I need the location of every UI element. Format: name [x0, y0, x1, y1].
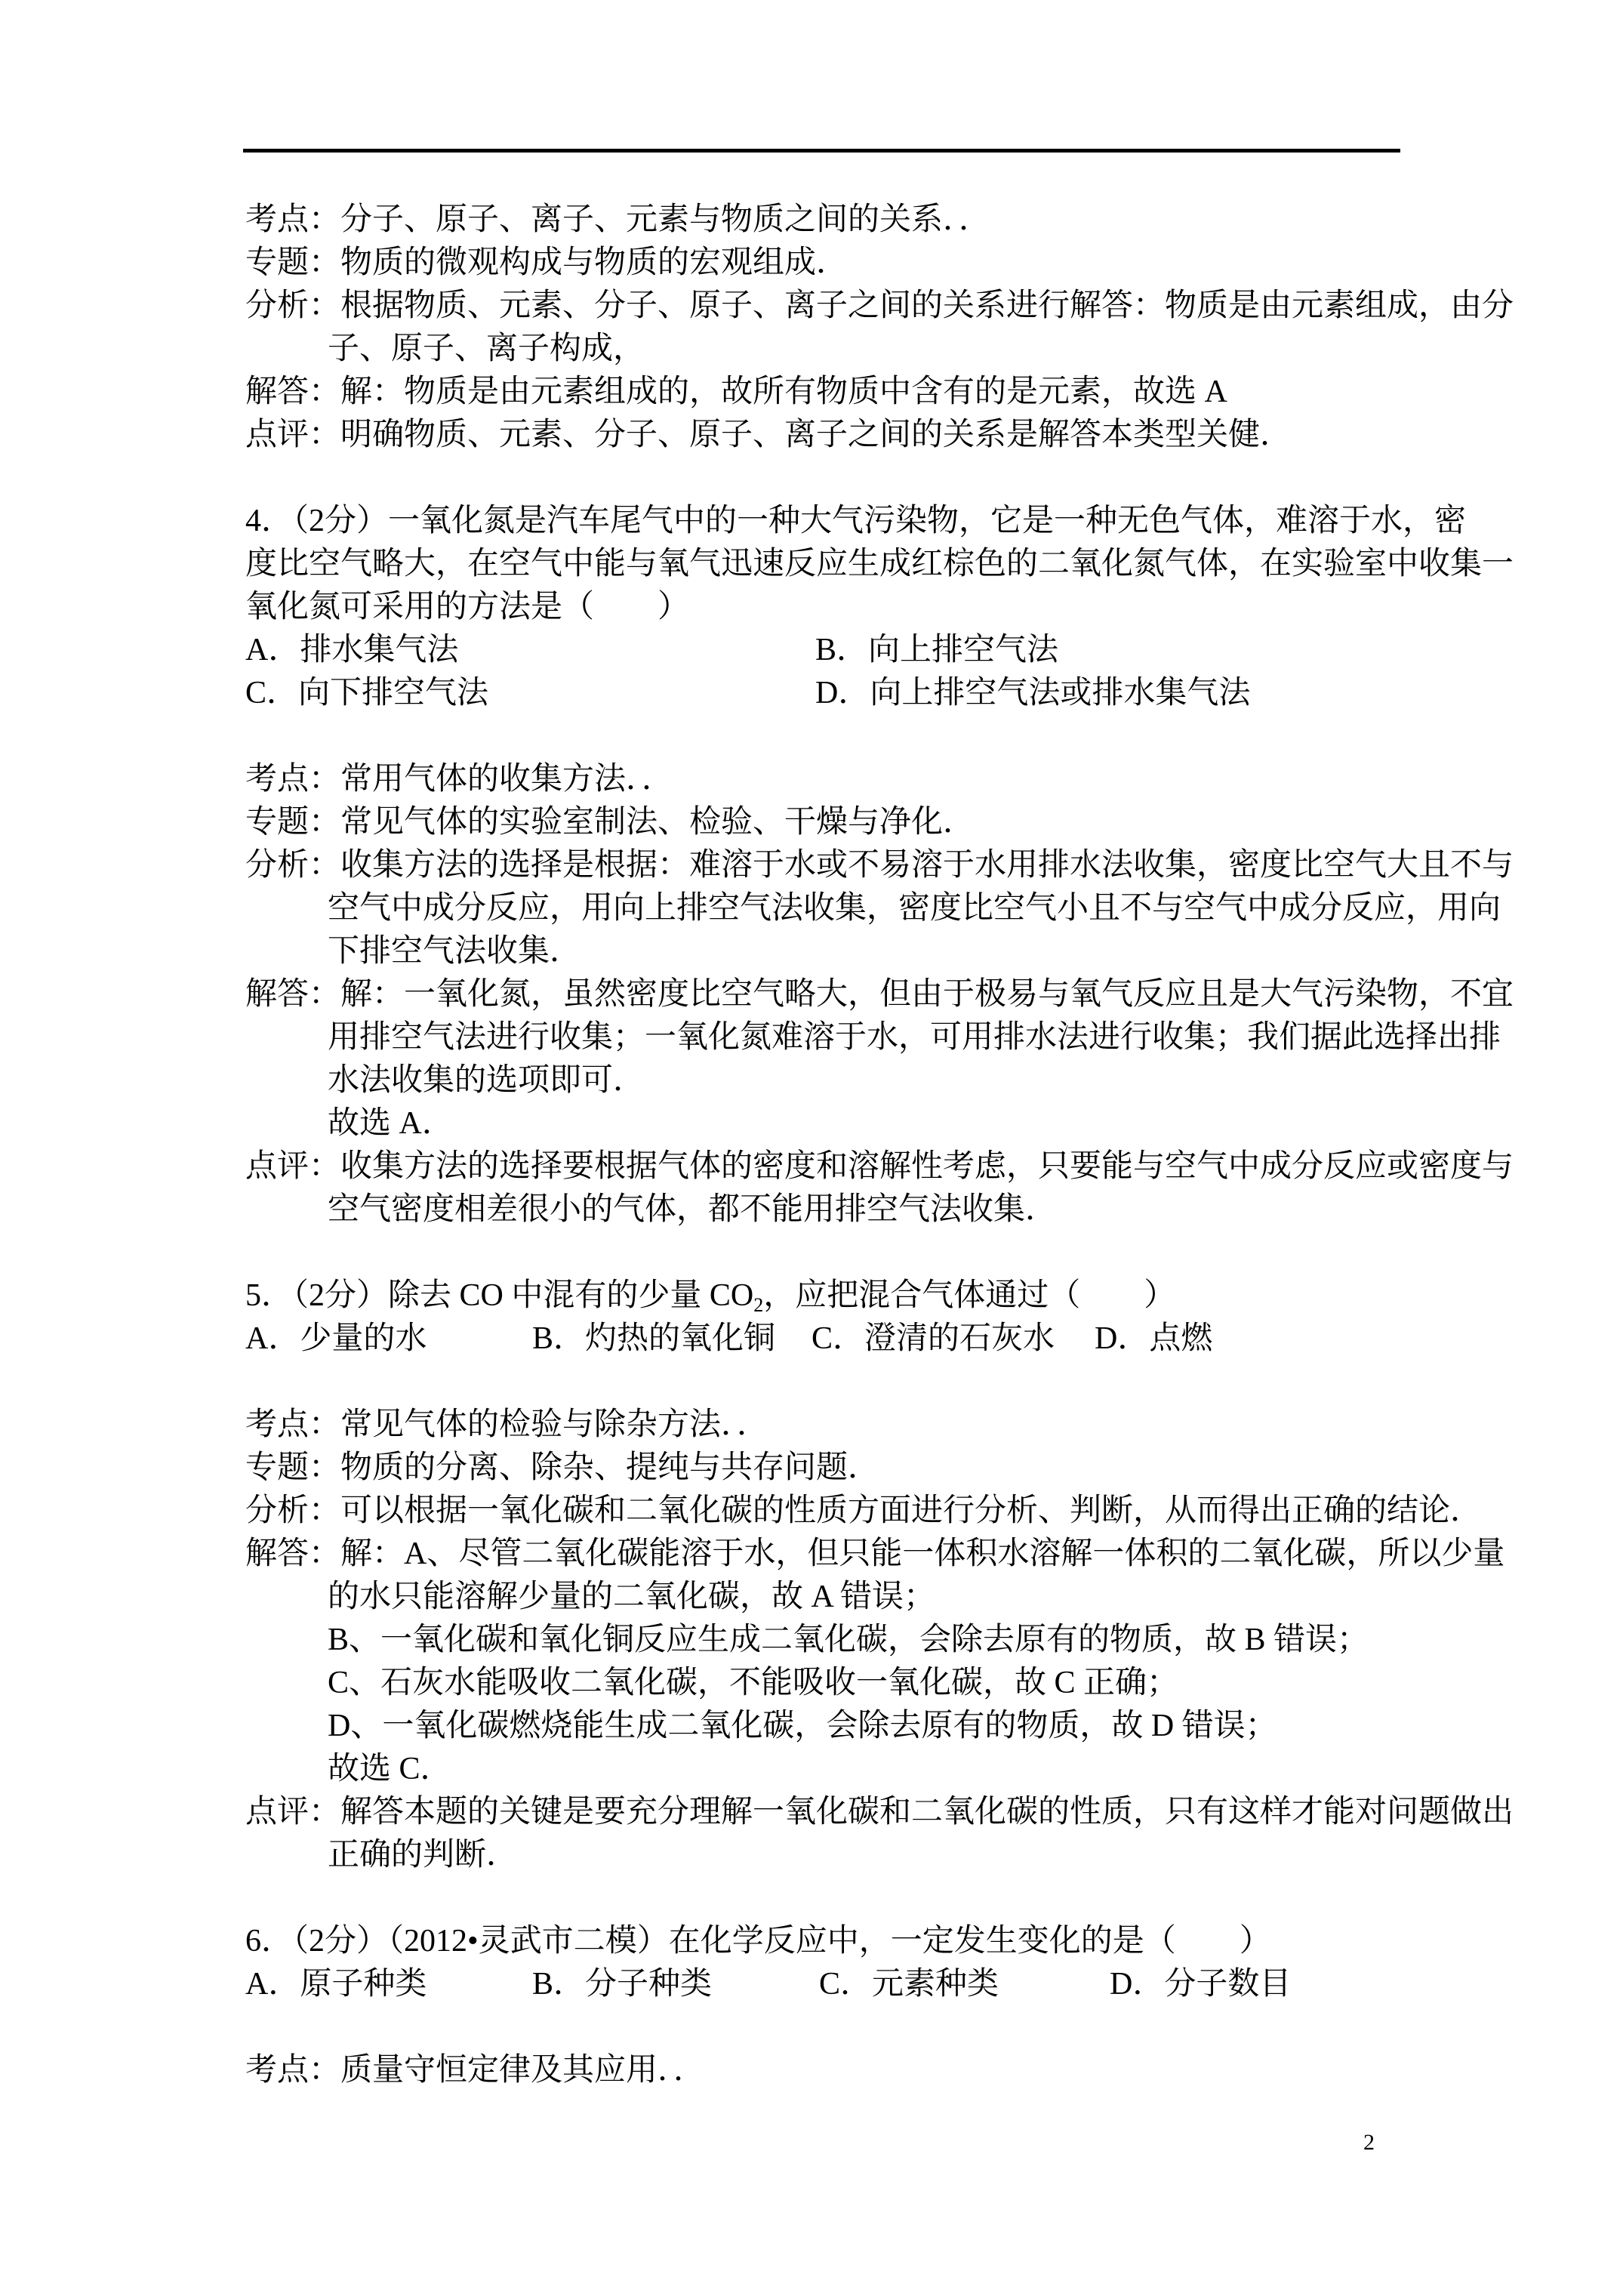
- text-segment: 解答：解：一氧化氮，虽然密度比空气略大，但由于极易与氧气反应且是大气污染物，不宜: [245, 977, 1514, 1012]
- q5-answer-jieda-b: [328, 1619, 1369, 1662]
- q5-answer-jieda-a-cont: [328, 1576, 935, 1619]
- text-segment: 4．（2分）一氧化氮是汽车尾气中的一种大气污染物，它是一种无色气体，难溶于水，密: [245, 504, 1467, 538]
- text-segment: 点评：解答本题的关键是要充分理解一氧化碳和二氧化碳的性质，只有这样才能对问题做出: [245, 1795, 1514, 1829]
- text-segment: A．少量的水: [245, 1321, 427, 1356]
- text-segment: 专题：常见气体的实验室制法、检验、干燥与净化．: [245, 805, 975, 840]
- text-segment: 水法收集的选项即可．: [328, 1063, 645, 1098]
- q4-answer-jieda-cont-1: [328, 1016, 1501, 1059]
- prev-answer-kaodian: [245, 199, 990, 242]
- text-segment: 专题：物质的微观构成与物质的宏观组成．: [245, 245, 848, 280]
- subscript-text: 2: [753, 1293, 764, 1316]
- text-segment: B．分子种类: [532, 1967, 713, 2002]
- text-segment: 考点：常用气体的收集方法．．: [245, 762, 674, 797]
- text-segment: A．排水集气法: [245, 633, 459, 667]
- text-segment: 考点：常见气体的检验与除杂方法．．: [245, 1407, 769, 1442]
- text-segment: 空气中成分反应，用向上排空气法收集，密度比空气小且不与空气中成分反应，用向: [328, 891, 1501, 926]
- q5-answer-dianping: [245, 1791, 1514, 1834]
- q5-answer-jieda-d: [328, 1705, 1277, 1748]
- text-segment: 氧化氮可采用的方法是（ ）: [245, 590, 690, 624]
- question-4-stem-3: [245, 586, 689, 629]
- text-segment: B．向上排空气法: [815, 633, 1059, 667]
- text-segment: 解答：解：物质是由元素组成的，故所有物质中含有的是元素，故选 A: [245, 374, 1227, 409]
- question-4-stem-1: [245, 500, 1466, 543]
- text-segment: C．元素种类: [819, 1967, 999, 2002]
- page-number: 2: [1363, 2130, 1375, 2155]
- q4-answer-dianping: [245, 1145, 1514, 1188]
- q5-answer-kaodian: [245, 1404, 768, 1447]
- text-segment: C．向下排空气法: [245, 676, 489, 710]
- q4-answer-kaodian: [245, 758, 673, 801]
- q4-answer-jieda-cont-2: [328, 1059, 645, 1102]
- text-segment: 分析：可以根据一氧化碳和二氧化碳的性质方面进行分析、判断，从而得出正确的结论．: [245, 1493, 1483, 1528]
- text-segment: C、石灰水能吸收二氧化碳，不能吸收一氧化碳，故 C 正确；: [328, 1666, 1179, 1700]
- q5-answer-choice: [328, 1748, 452, 1791]
- text-segment: 故选 A．: [328, 1106, 454, 1141]
- text-segment: 分析：根据物质、元素、分子、原子、离子之间的关系进行解答：物质是由元素组成，由分: [245, 288, 1514, 323]
- q6-answer-kaodian: [245, 2049, 705, 2092]
- text-segment: D、一氧化碳燃烧能生成二氧化碳，会除去原有的物质，故 D 错误；: [328, 1709, 1277, 1743]
- text-segment: 考点：分子、原子、离子、元素与物质之间的关系．．: [245, 202, 991, 237]
- q5-answer-jieda: [245, 1533, 1504, 1576]
- text-segment: 专题：物质的分离、除杂、提纯与共存问题．: [245, 1450, 880, 1485]
- question-4-stem-2: [245, 543, 1514, 586]
- text-segment: 故选 C．: [328, 1752, 452, 1786]
- text-segment: D．点燃: [1095, 1321, 1213, 1356]
- text-segment: 度比空气略大，在空气中能与氧气迅速反应生成红棕色的二氧化氮气体，在实验室中收集一: [245, 547, 1514, 581]
- text-segment: 空气密度相差很小的气体，都不能用排空气法收集．: [328, 1192, 1058, 1227]
- prev-answer-zhuanti: [245, 242, 848, 285]
- q4-answer-zhuanti: [245, 801, 975, 844]
- q5-answer-dianping-cont: [328, 1834, 518, 1877]
- text-segment: B、一氧化碳和氧化铜反应生成二氧化碳，会除去原有的物质，故 B 错误；: [328, 1623, 1369, 1657]
- header-rule: [243, 149, 1400, 153]
- text-segment: 考点：质量守恒定律及其应用．．: [245, 2053, 706, 2088]
- question-4-options-ab: [245, 629, 1059, 672]
- prev-answer-jieda: [245, 371, 1227, 414]
- text-segment: 6．（2分）（2012•灵武市二模）在化学反应中，一定发生变化的是（ ）: [245, 1924, 1271, 1959]
- text-segment: D．向上排空气法或排水集气法: [815, 676, 1251, 710]
- text-segment: A．原子种类: [245, 1967, 427, 2002]
- q4-answer-dianping-cont: [328, 1188, 1057, 1231]
- q4-answer-fenxi-cont-2: [328, 930, 581, 973]
- text-segment: 5．（2分）除去 CO 中混有的少量 CO: [245, 1278, 754, 1313]
- q4-answer-fenxi: [245, 844, 1514, 887]
- question-5-stem: [245, 1274, 1175, 1318]
- q5-answer-fenxi: [245, 1490, 1482, 1533]
- q4-answer-choice: [328, 1102, 454, 1145]
- text-segment: 点评：收集方法的选择要根据气体的密度和溶解性考虑，只要能与空气中成分反应或密度与: [245, 1149, 1514, 1184]
- text-segment: 点评：明确物质、元素、分子、原子、离子之间的关系是解答本类型关健．: [245, 418, 1292, 452]
- text-segment: ，应把混合气体通过（ ）: [763, 1278, 1176, 1313]
- text-segment: 解答：解：A、尽管二氧化碳能溶于水，但只能一体积水溶解一体积的二氧化碳，所以少量: [245, 1536, 1505, 1571]
- text-segment: 正确的判断．: [328, 1838, 519, 1872]
- q4-answer-fenxi-cont-1: [328, 887, 1501, 930]
- prev-answer-fenxi-cont: [328, 328, 645, 371]
- prev-answer-fenxi: [245, 285, 1514, 328]
- text-segment: 下排空气法收集．: [328, 934, 582, 969]
- text-segment: C．澄清的石灰水: [812, 1321, 1055, 1356]
- question-5-options: [245, 1318, 1213, 1361]
- prev-answer-dianping: [245, 414, 1292, 457]
- question-6-stem: [245, 1920, 1271, 1963]
- text-segment: 分析：收集方法的选择是根据：难溶于水或不易溶于水用排水法收集，密度比空气大且不与: [245, 848, 1514, 883]
- q5-answer-jieda-c: [328, 1662, 1178, 1705]
- question-6-options: [245, 1963, 1292, 2006]
- question-4-options-cd: [245, 672, 1251, 715]
- text-segment: 的水只能溶解少量的二氧化碳，故 A 错误；: [328, 1579, 936, 1614]
- text-segment: D．分子数目: [1110, 1967, 1292, 2002]
- q4-answer-jieda: [245, 973, 1514, 1016]
- text-segment: B．灼热的氧化铜: [532, 1321, 776, 1356]
- text-segment: 子、原子、离子构成，: [328, 331, 645, 366]
- q5-answer-zhuanti: [245, 1447, 879, 1490]
- text-segment: 用排空气法进行收集；一氧化氮难溶于水，可用排水法进行收集；我们据此选择出排: [328, 1020, 1501, 1055]
